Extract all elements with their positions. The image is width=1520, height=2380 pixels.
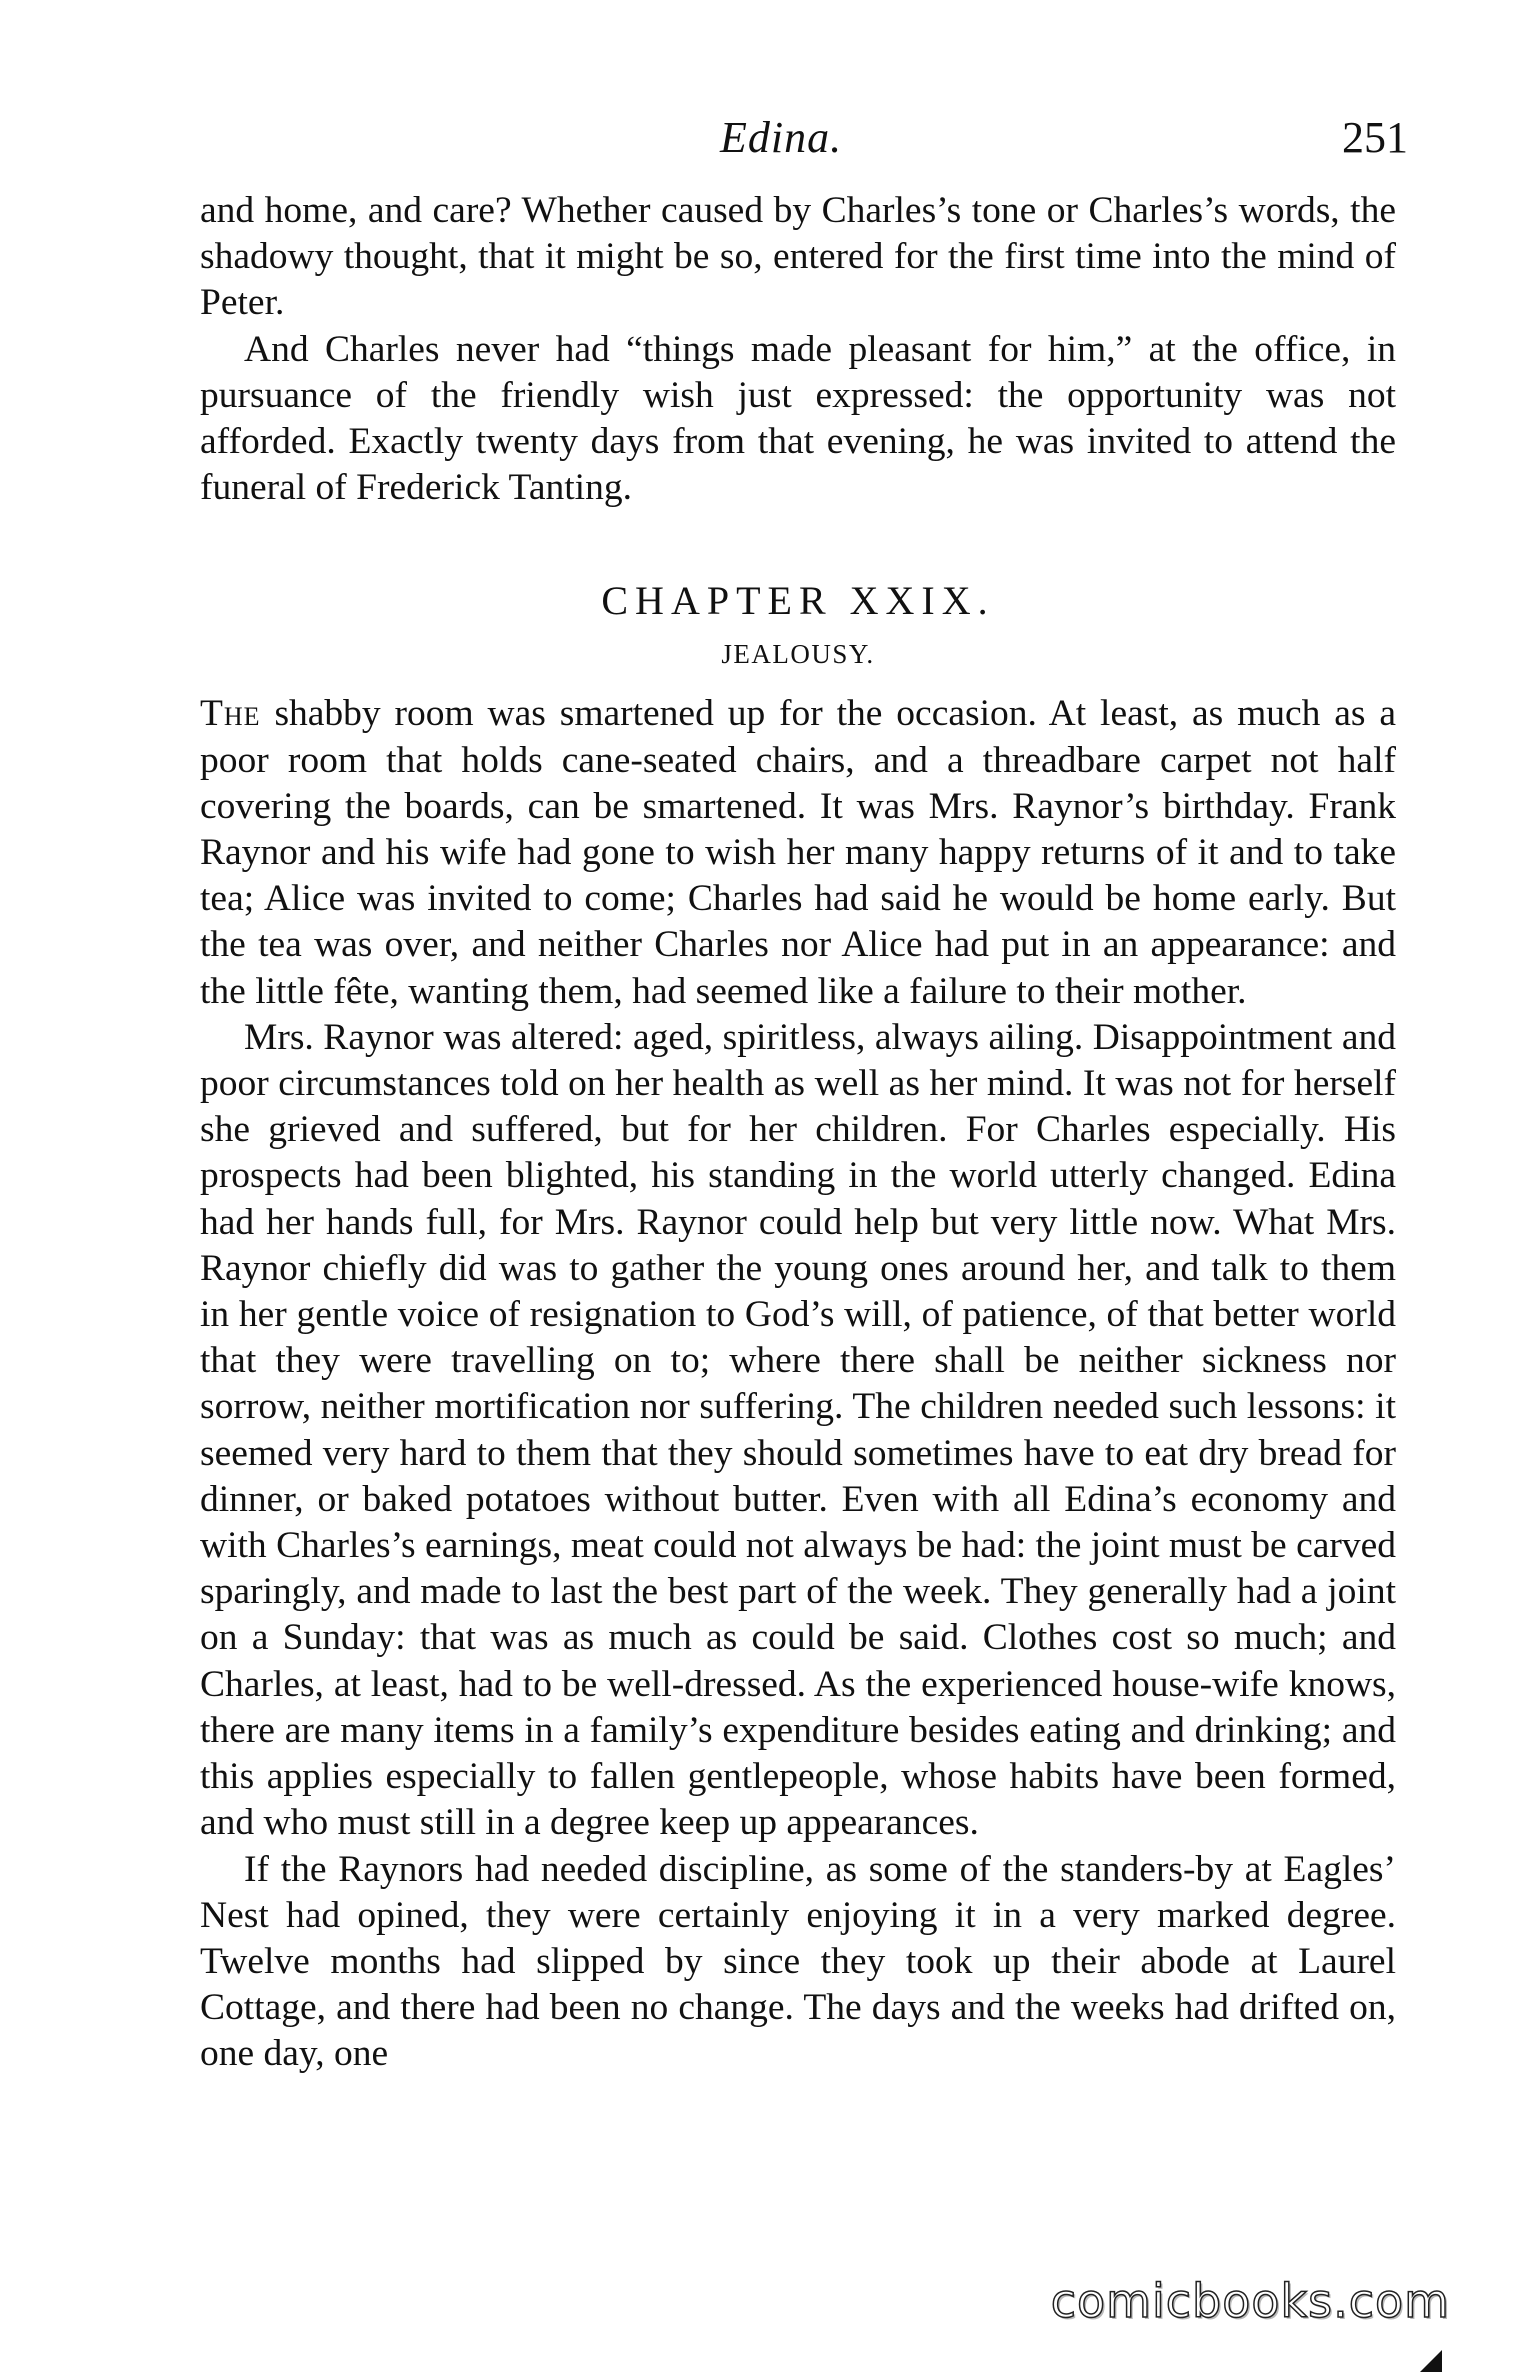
running-title: Edina. — [720, 113, 843, 162]
chapter-heading: CHAPTER XXIX. — [601, 578, 995, 624]
paragraph: And Charles never had “things made pleasant for him,” at the office, in pursuance of the friendly wish just expressed: the opportunity was not afforded. Exactly twenty days from that evening, he was invited to attend the funeral of Frederick Tanting. — [200, 328, 1396, 509]
page-number: 251 — [1342, 113, 1408, 162]
running-head — [200, 112, 1408, 172]
watermark: comicbooks.com — [1050, 2274, 1450, 2328]
opening-small-caps: The — [200, 693, 261, 735]
chapter-block — [200, 571, 1396, 677]
paragraph: and home, and care? Whether caused by Charles’s tone or Charles’s words, the shadowy thought, that it might be so, entered for the first time into the mind of Peter. — [200, 190, 1396, 324]
chapter-opening-paragraph — [200, 691, 1396, 1014]
paragraph: Mrs. Raynor was altered: aged, spiritless, always ailing. Disappointment and poor circumstances told on her health as well as her mind. It was not for herself she grieved and suffered, but for her children. For Charles especially. His prospects had been blighted, his standing in the world utterly changed. Edina had her hands full, for Mrs. Raynor could help but very little now. What Mrs. Raynor chiefly did was to gather the young ones around her, and talk to them in her gentle voice of resignation to God’s will, of patience, of that better world that they were travelling on to; where there shall be neither sickness nor sorrow, neither mortification nor suffering. The children needed such lessons: it seemed very hard to them that they should sometimes have to eat dry bread for dinner, or baked potatoes without butter. Even with all Edina’s economy and with Charles’s earnings, meat could not always be had: the joint must be carved sparingly, and made to last the best part of the week. They generally had a joint on a Sunday: that was as much as could be said. Clothes cost so much; and Charles, at least, had to be well-dressed. As the experienced house-wife knows, there are many items in a family’s expenditure besides eating and drinking; and this applies especially to fallen gentlepeople, whose habits have been formed, and who must still in a degree keep up appearances. — [200, 1016, 1396, 1844]
paragraph: If the Raynors had needed discipline, as some of the standers-by at Eagles’ Nest had opined, they were certainly enjoying it in a very marked degree. Twelve months had slipped by since they took up their abode at Laurel Cottage, and there had been no change. The days and the weeks had drifted on, one day, one — [200, 1848, 1396, 2075]
opening-paragraph-text: shabby room was smartened up for the occasion. At least, as much as a poor room that holds cane-seated chairs, and a threadbare carpet not half covering the boards, can be smartened. It was Mrs. Raynor’s birthday. Frank Raynor and his wife had gone to wish her many happy returns of it and to take tea; Alice was invited to come; Charles had said he would be home early. But the tea was over, and neither Charles nor Alice had put in an appearance: and the little fête, wanting them, had seemed like a failure to their mother. — [200, 693, 1396, 1012]
corner-triangle-mark — [1420, 2350, 1442, 2372]
body-text — [200, 188, 1396, 2078]
chapter-subtitle: JEALOUSY. — [721, 639, 875, 670]
